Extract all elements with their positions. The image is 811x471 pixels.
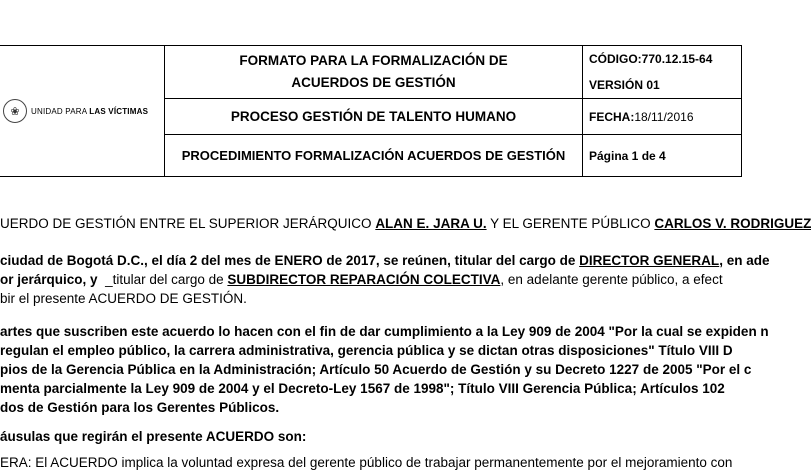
document-header-table [0,45,742,177]
first-clause-line: ERA: El ACUERDO implica la voluntad expresa del gerente público de trabajar permanentemente por el mejoramiento con [0,455,733,470]
agreement-title-line: UERDO DE GESTIÓN ENTRE EL SUPERIOR JERÁRQUICO ALAN E. JARA U. Y EL GERENTE PÚBLICO CARLOS V. RODRIGUEZ [0,216,811,231]
logo-text: UNIDAD PARA LAS VÍCTIMAS [31,106,149,116]
page-number-cell: Página 1 de 4 [583,135,742,177]
legal-basis-line-5: dos de Gestión para los Gerentes Públicos. [0,400,280,415]
intro-line-3: bir el presente ACUERDO DE GESTIÓN. [0,291,247,306]
code-version-cell [583,46,742,99]
date-cell: FECHA:18/11/2016 [583,99,742,135]
legal-basis-line-2: regulan el empleo público, la carrera administrativa, gerencia pública y se dictan otras disposiciones" Título VIII D [0,343,733,358]
format-title-cell [165,46,583,99]
process-cell: PROCESO GESTIÓN DE TALENTO HUMANO [165,99,583,135]
legal-basis-line-1: artes que suscriben este acuerdo lo hacen con el fin de dar cumplimiento a la Ley 909 de 2004 "Por la cual se expiden n [0,324,769,339]
clauses-intro: áusulas que regirán el presente ACUERDO son: [0,429,307,444]
logo [0,99,164,123]
format-title-line2: ACUERDOS DE GESTIÓN [291,75,456,90]
logo-cell [0,46,165,177]
procedure-cell: PROCEDIMIENTO FORMALIZACIÓN ACUERDOS DE GESTIÓN [165,135,583,177]
legal-basis-line-3: pios de la Gerencia Pública en la Administración; Artículo 50 Acuerdo de Gestión y su Decreto 1227 de 2005 "Por el c [0,362,752,377]
format-title-line1: FORMATO PARA LA FORMALIZACIÓN DE [239,53,508,68]
intro-line-1: ciudad de Bogotá D.C., el día 2 del mes de ENERO de 2017, se reúnen, titular del cargo de DIRECTOR GENERAL, en ade [0,253,770,268]
intro-line-2: or jerárquico, y _titular del cargo de SUBDIRECTOR REPARACIÓN COLECTIVA, en adelante gerente público, a efect [0,272,723,287]
code-line: CÓDIGO:770.12.15-64 [589,52,713,66]
legal-basis-line-4: menta parcialmente la Ley 909 de 2004 y el Decreto-Ley 1567 de 1998"; Título VIII Gerencia Pública; Artículos 102 [0,381,725,396]
seal-icon: ❀ [3,99,27,123]
version-label: VERSIÓN 01 [589,78,660,92]
